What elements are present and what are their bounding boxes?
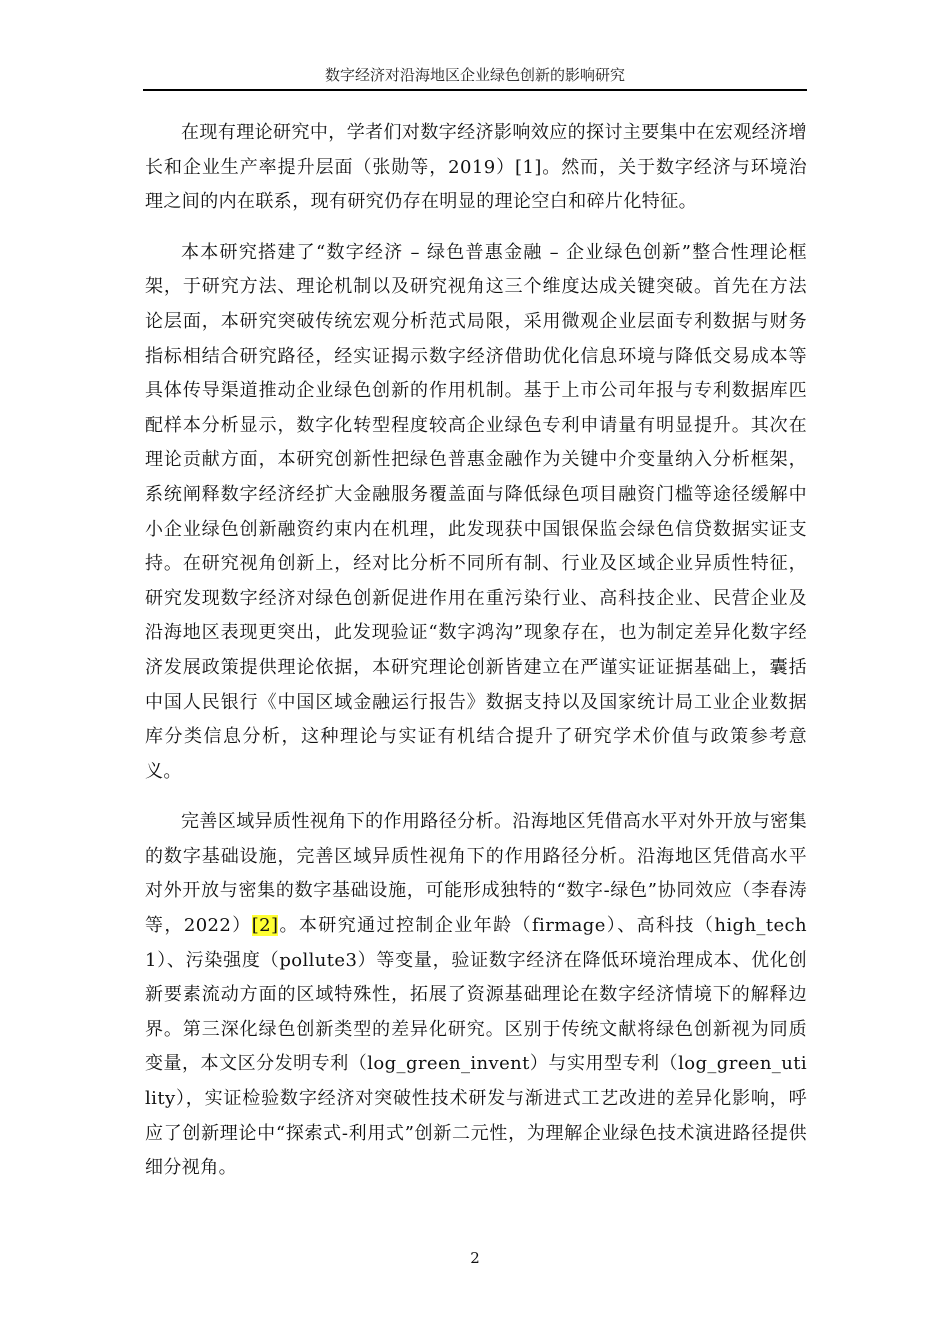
header-rule [143,89,807,91]
page-number: 2 [470,1249,480,1267]
body-text [145,116,807,1186]
citation-highlight: [2] [251,915,279,937]
running-header: 数字经济对沿海地区企业绿色创新的影响研究 [324,66,625,84]
paragraph-3 [145,805,807,1186]
paragraph-2: 本本研究搭建了“数字经济 – 绿色普惠金融 – 企业绿色创新”整合性理论框架，于研究方法、理论机制以及研究视角这三个维度达成关键突破。首先在方法论层面，本研究突破传统宏观分析范式局限，采用微观企业层面专利数据与财务指标相结合研究路径，经实证揭示数字经济借助优化信息环境与降低交易成本等具体传导渠道推动企业绿色创新的作用机制。基于上市公司年报与专利数据库匹配样本分析显示，数字化转型程度较高企业绿色专利申请量有明显提升。其次在理论贡献方面，本研究创新性把绿色普惠金融作为关键中介变量纳入分析框架，系统阐释数字经济经扩大金融服务覆盖面与降低绿色项目融资门槛等途径缓解中小企业绿色创新融资约束内在机理，此发现获中国银保监会绿色信贷数据实证支持。在研究视角创新上，经对比分析不同所有制、行业及区域企业异质性特征，研究发现数字经济对绿色创新促进作用在重污染行业、高科技企业、民营企业及沿海地区表现更突出，此发现验证“数字鸿沟”现象存在，也为制定差异化数字经济发展政策提供理论依据，本研究理论创新皆建立在严谨实证证据基础上，囊括中国人民银行《中国区域金融运行报告》数据支持以及国家统计局工业企业数据库分类信息分析，这种理论与实证有机结合提升了研究学术价值与政策参考意义。 [145,241,807,782]
paragraph-3-text-before: 完善区域异质性视角下的作用路径分析。沿海地区凭借高水平对外开放与密集的数字基础设施，完善区域异质性视角下的作用路径分析。沿海地区凭借高水平对外开放与密集的数字基础设施，可能形成独特的“数字-绿色”协同效应（李春涛等，2022） [145,811,807,937]
paragraph-1: 在现有理论研究中，学者们对数字经济影响效应的探讨主要集中在宏观经济增长和企业生产率提升层面（张勋等，2019）[1]。然而，关于数字经济与环境治理之间的内在联系，现有研究仍存在明显的理论空白和碎片化特征。 [145,122,807,213]
paragraph-3-text-after: 。本研究通过控制企业年龄（firmage）、高科技（high_tech1）、污染强度（pollute3）等变量，验证数字经济在降低环境治理成本、优化创新要素流动方面的区域特殊性，拓展了资源基础理论在数字经济情境下的解释边界。第三深化绿色创新类型的差异化研究。区别于传统文献将绿色创新视为同质变量，本文区分发明专利（log_green_invent）与实用型专利（log_green_utility），实证检验数字经济对突破性技术研发与渐进式工艺改进的差异化影响，呼应了创新理论中“探索式-利用式”创新二元性，为理解企业绿色技术演进路径提供细分视角。 [145,915,807,1179]
